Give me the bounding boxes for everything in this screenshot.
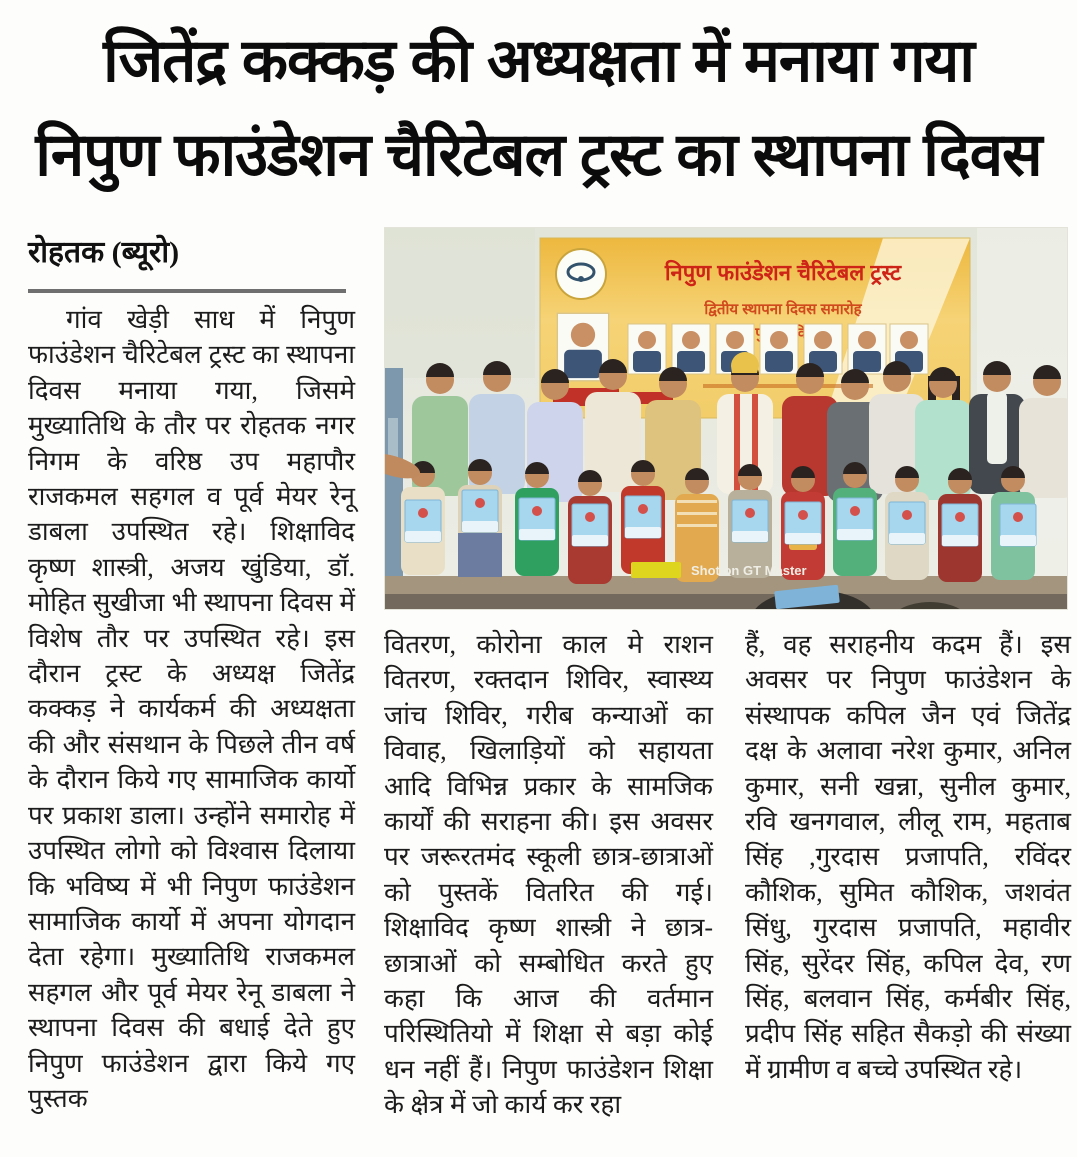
banner-subtitle-1: द्वितीय स्थापना दिवस समारोह bbox=[704, 301, 862, 318]
event-photo-illustration bbox=[385, 228, 1067, 609]
article-column-2: वितरण, कोरोना काल मे राशन वितरण, रक्तदान शिविर, स्वास्थ्य जांच शिविर, गरीब कन्याओं का विवाह, खिलाड़ियों को सहायता आदि विभिन्न प्रकार के सामजिक कार्यों की सराहना की। इस अवसर पर जरूरतमंद स्कूली छात्र-छात्राओं को पुस्तकें वितरित की गई। शिक्षाविद कृष्ण शास्त्री ने छात्र-छात्राओं को सम्बोधित करते हुए कहा कि आज की वर्तमान परिस्थितियो में शिक्षा से बड़ा कोई धन नहीं हैं। निपुण फाउंडेशन शिक्षा के क्षेत्र में जो कार्य कर रहा bbox=[384, 630, 713, 1120]
event-banner bbox=[540, 238, 970, 418]
scarf bbox=[987, 392, 1007, 464]
watermark-badge bbox=[631, 562, 681, 578]
byline-divider bbox=[28, 289, 346, 293]
banner-portrait-row bbox=[628, 324, 928, 374]
watermark-text: Shot on GT Master bbox=[691, 563, 807, 578]
headline-line-1: जितेंद्र कक्कड़ की अध्यक्षता में मनाया गया bbox=[103, 27, 974, 94]
banner-title: निपुण फाउंडेशन चैरिटेबल ट्रस्ट bbox=[664, 260, 902, 285]
event-photo bbox=[385, 228, 1067, 609]
photo-left-screen bbox=[385, 368, 403, 609]
photo-watermark bbox=[631, 562, 807, 578]
byline: रोहतक (ब्यूरो) bbox=[28, 236, 180, 269]
article-headline bbox=[0, 14, 1077, 202]
article-column-3: हैं, वह सराहनीय कदम हैं। इस अवसर पर निपुण फाउंडेशन के संस्थापक कपिल जैन एवं जितेंद्र दक्ष के अलावा नरेश कुमार, अनिल कुमार, सनी खन्ना, सुनील कुमार, रवि खनगवाल, लीलू राम, महताब सिंह ,गुरदास प्रजापति, रविंदर कौशिक, सुमित कौशिक, जशवंत सिंधु, गुरदास प्रजापति, महावीर सिंह, सुरेंदर सिंह, कपिल देव, रण सिंह, बलवान सिंह, कर्मबीर सिंह, प्रदीप सिंह सहित सैकड़ो की संख्या में ग्रामीण व बच्चे उपस्थित रहे। bbox=[745, 630, 1071, 1084]
banner-logo bbox=[556, 249, 606, 299]
article-column-1: गांव खेड़ी साध में निपुण फाउंडेशन चैरिटेबल ट्रस्ट का स्थापना दिवस मनाया गया, जिसमे मुख्यातिथि के तौर पर रोहतक नगर निगम के वरिष्ठ उप महापौर राजकमल सहगल व पूर्व मेयर रेनू डाबला उपस्थित रहे। शिक्षाविद कृष्ण शास्त्री, अजय खुंडिया, डॉ. मोहित सुखीजा भी स्थापना दिवस में विशेष तौर पर उपस्थित रहे। इस दौरान ट्रस्ट के अध्यक्ष जितेंद्र कक्कड़ ने कार्यकर्म की अध्यक्षता की और संसथान के पिछले तीन वर्ष के दौरान किये गए सामाजिक कार्यो पर प्रकाश डाला। उन्होंने समारोह में उपस्थित लोगो को विश्वास दिलाया कि भविष्य में भी निपुण फाउंडेशन सामाजिक कार्यो में अपना योगदान देता रहेगा। मुख्यातिथि राजकमल सहगल और पूर्व मेयर रेनू डाबला ने स्थापना दिवस की बधाई देते हुए निपुण फाउंडेशन द्वारा किये गए पुस्तक bbox=[28, 305, 355, 1113]
headline-line-2: निपुण फाउंडेशन चैरिटेबल ट्रस्ट का स्थापना दिवस bbox=[35, 121, 1042, 188]
